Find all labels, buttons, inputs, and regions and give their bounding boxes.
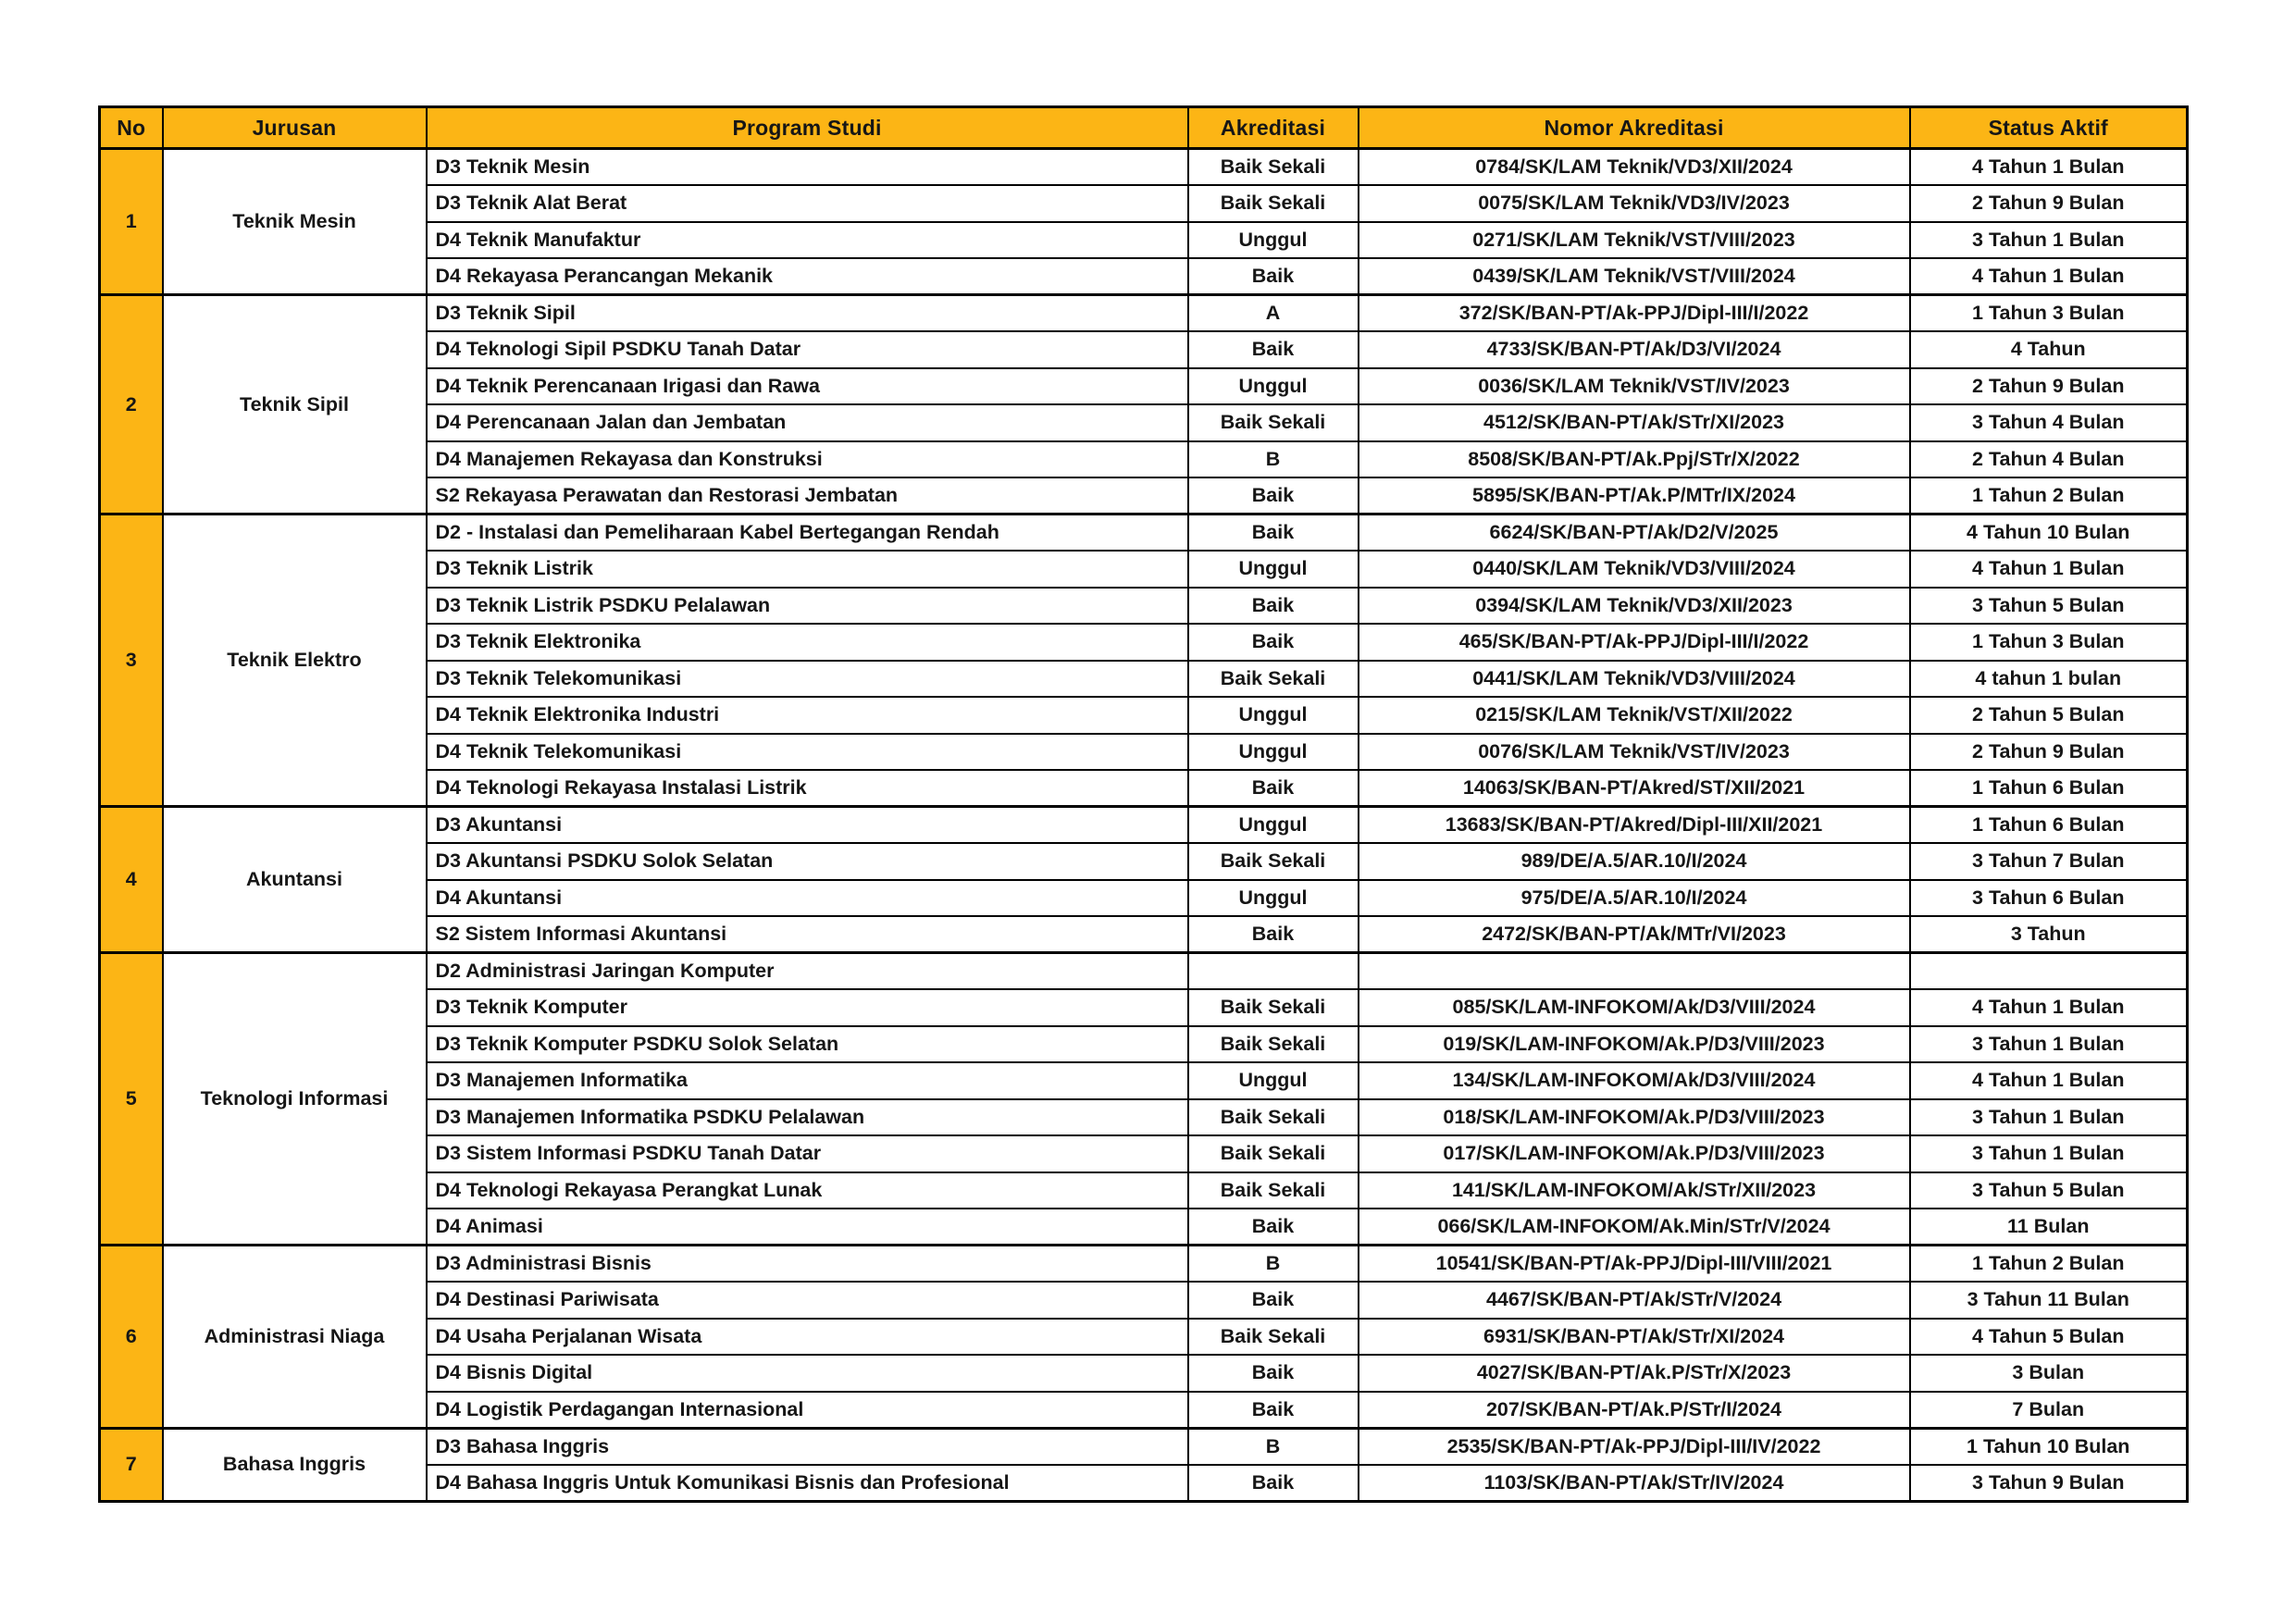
cell-group-number: 2 xyxy=(100,295,163,514)
cell-nomor: 4467/SK/BAN-PT/Ak/STr/V/2024 xyxy=(1359,1282,1910,1319)
cell-prodi: D4 Teknik Elektronika Industri xyxy=(427,697,1188,734)
cell-nomor: 141/SK/LAM-INFOKOM/Ak/STr/XII/2023 xyxy=(1359,1172,1910,1209)
accreditation-table xyxy=(98,105,2189,1503)
table-row xyxy=(100,295,2188,332)
col-header-jurusan: Jurusan xyxy=(163,107,427,149)
cell-nomor: 019/SK/LAM-INFOKOM/Ak.P/D3/VIII/2023 xyxy=(1359,1026,1910,1063)
cell-nomor: 0076/SK/LAM Teknik/VST/IV/2023 xyxy=(1359,734,1910,771)
cell-prodi: S2 Sistem Informasi Akuntansi xyxy=(427,916,1188,953)
cell-nomor: 017/SK/LAM-INFOKOM/Ak.P/D3/VIII/2023 xyxy=(1359,1135,1910,1172)
cell-status: 1 Tahun 10 Bulan xyxy=(1910,1428,2188,1465)
cell-prodi: D4 Akuntansi xyxy=(427,880,1188,917)
table-row xyxy=(100,1428,2188,1465)
cell-group-number: 1 xyxy=(100,149,163,295)
cell-nomor: 018/SK/LAM-INFOKOM/Ak.P/D3/VIII/2023 xyxy=(1359,1099,1910,1136)
cell-akreditasi: Unggul xyxy=(1188,1062,1359,1099)
cell-prodi: D3 Manajemen Informatika xyxy=(427,1062,1188,1099)
cell-nomor: 4733/SK/BAN-PT/Ak/D3/VI/2024 xyxy=(1359,331,1910,368)
cell-status: 4 Tahun 10 Bulan xyxy=(1910,514,2188,552)
cell-akreditasi: Unggul xyxy=(1188,368,1359,405)
cell-nomor: 134/SK/LAM-INFOKOM/Ak/D3/VIII/2024 xyxy=(1359,1062,1910,1099)
cell-jurusan: Teknik Elektro xyxy=(163,514,427,807)
cell-nomor: 207/SK/BAN-PT/Ak.P/STr/I/2024 xyxy=(1359,1392,1910,1429)
cell-akreditasi: Baik Sekali xyxy=(1188,1135,1359,1172)
cell-akreditasi: Baik xyxy=(1188,1282,1359,1319)
cell-akreditasi: Baik xyxy=(1188,1355,1359,1392)
cell-nomor: 14063/SK/BAN-PT/Akred/ST/XII/2021 xyxy=(1359,770,1910,807)
col-header-nomor: Nomor Akreditasi xyxy=(1359,107,1910,149)
cell-nomor: 0440/SK/LAM Teknik/VD3/VIII/2024 xyxy=(1359,551,1910,588)
cell-status: 3 Tahun 1 Bulan xyxy=(1910,1135,2188,1172)
cell-akreditasi: Baik xyxy=(1188,258,1359,295)
cell-akreditasi: B xyxy=(1188,441,1359,478)
cell-nomor: 4512/SK/BAN-PT/Ak/STr/XI/2023 xyxy=(1359,404,1910,441)
cell-akreditasi: Baik xyxy=(1188,770,1359,807)
cell-status: 4 Tahun 1 Bulan xyxy=(1910,1062,2188,1099)
cell-status: 3 Tahun 5 Bulan xyxy=(1910,588,2188,625)
cell-prodi: D3 Teknik Komputer PSDKU Solok Selatan xyxy=(427,1026,1188,1063)
cell-akreditasi: Baik xyxy=(1188,1465,1359,1502)
cell-nomor: 085/SK/LAM-INFOKOM/Ak/D3/VIII/2024 xyxy=(1359,989,1910,1026)
cell-status: 3 Tahun xyxy=(1910,916,2188,953)
cell-prodi: D4 Teknologi Sipil PSDKU Tanah Datar xyxy=(427,331,1188,368)
table-row xyxy=(100,149,2188,186)
cell-prodi: S2 Rekayasa Perawatan dan Restorasi Jembatan xyxy=(427,477,1188,514)
cell-nomor: 1103/SK/BAN-PT/Ak/STr/IV/2024 xyxy=(1359,1465,1910,1502)
cell-nomor: 975/DE/A.5/AR.10/I/2024 xyxy=(1359,880,1910,917)
cell-prodi: D3 Manajemen Informatika PSDKU Pelalawan xyxy=(427,1099,1188,1136)
cell-nomor: 6931/SK/BAN-PT/Ak/STr/XI/2024 xyxy=(1359,1319,1910,1356)
cell-prodi: D4 Rekayasa Perancangan Mekanik xyxy=(427,258,1188,295)
cell-status: 3 Tahun 4 Bulan xyxy=(1910,404,2188,441)
table-body xyxy=(100,149,2188,1502)
cell-status: 3 Tahun 1 Bulan xyxy=(1910,222,2188,259)
cell-status: 2 Tahun 5 Bulan xyxy=(1910,697,2188,734)
cell-status: 3 Tahun 5 Bulan xyxy=(1910,1172,2188,1209)
cell-prodi: D4 Teknik Manufaktur xyxy=(427,222,1188,259)
cell-prodi: D2 - Instalasi dan Pemeliharaan Kabel Bertegangan Rendah xyxy=(427,514,1188,552)
cell-prodi: D4 Usaha Perjalanan Wisata xyxy=(427,1319,1188,1356)
cell-prodi: D4 Bahasa Inggris Untuk Komunikasi Bisnis dan Profesional xyxy=(427,1465,1188,1502)
cell-status: 4 Tahun 1 Bulan xyxy=(1910,258,2188,295)
cell-akreditasi: Unggul xyxy=(1188,551,1359,588)
cell-prodi: D3 Teknik Telekomunikasi xyxy=(427,661,1188,698)
table-header xyxy=(100,107,2188,149)
cell-jurusan: Teknologi Informasi xyxy=(163,953,427,1246)
cell-status: 1 Tahun 3 Bulan xyxy=(1910,295,2188,332)
cell-prodi: D3 Teknik Komputer xyxy=(427,989,1188,1026)
cell-prodi: D3 Teknik Elektronika xyxy=(427,624,1188,661)
cell-prodi: D3 Teknik Listrik PSDKU Pelalawan xyxy=(427,588,1188,625)
cell-prodi: D2 Administrasi Jaringan Komputer xyxy=(427,953,1188,990)
cell-jurusan: Akuntansi xyxy=(163,807,427,953)
cell-prodi: D3 Teknik Listrik xyxy=(427,551,1188,588)
cell-nomor: 10541/SK/BAN-PT/Ak-PPJ/Dipl-III/VIII/2021 xyxy=(1359,1246,1910,1283)
cell-akreditasi: Baik xyxy=(1188,1392,1359,1429)
cell-group-number: 4 xyxy=(100,807,163,953)
cell-status: 3 Tahun 1 Bulan xyxy=(1910,1099,2188,1136)
cell-akreditasi: Unggul xyxy=(1188,222,1359,259)
cell-akreditasi: Baik xyxy=(1188,624,1359,661)
col-header-akreditasi: Akreditasi xyxy=(1188,107,1359,149)
cell-akreditasi: Baik xyxy=(1188,331,1359,368)
cell-nomor: 0784/SK/LAM Teknik/VD3/XII/2024 xyxy=(1359,149,1910,186)
cell-status: 3 Tahun 7 Bulan xyxy=(1910,843,2188,880)
table-row xyxy=(100,953,2188,990)
cell-status: 4 Tahun 1 Bulan xyxy=(1910,989,2188,1026)
cell-status: 2 Tahun 9 Bulan xyxy=(1910,734,2188,771)
cell-status: 3 Tahun 1 Bulan xyxy=(1910,1026,2188,1063)
cell-akreditasi: Baik xyxy=(1188,477,1359,514)
cell-akreditasi: Baik Sekali xyxy=(1188,404,1359,441)
cell-prodi: D3 Teknik Mesin xyxy=(427,149,1188,186)
cell-jurusan: Administrasi Niaga xyxy=(163,1246,427,1429)
cell-akreditasi: Unggul xyxy=(1188,807,1359,844)
cell-status: 7 Bulan xyxy=(1910,1392,2188,1429)
cell-akreditasi: Baik Sekali xyxy=(1188,1099,1359,1136)
cell-nomor: 0215/SK/LAM Teknik/VST/XII/2022 xyxy=(1359,697,1910,734)
cell-status: 4 Tahun 1 Bulan xyxy=(1910,551,2188,588)
cell-nomor: 066/SK/LAM-INFOKOM/Ak.Min/STr/V/2024 xyxy=(1359,1209,1910,1246)
cell-prodi: D4 Perencanaan Jalan dan Jembatan xyxy=(427,404,1188,441)
cell-status: 1 Tahun 6 Bulan xyxy=(1910,770,2188,807)
cell-nomor xyxy=(1359,953,1910,990)
cell-akreditasi: Unggul xyxy=(1188,697,1359,734)
cell-nomor: 2472/SK/BAN-PT/Ak/MTr/VI/2023 xyxy=(1359,916,1910,953)
cell-akreditasi: B xyxy=(1188,1246,1359,1283)
cell-prodi: D4 Teknik Perencanaan Irigasi dan Rawa xyxy=(427,368,1188,405)
cell-status: 2 Tahun 4 Bulan xyxy=(1910,441,2188,478)
cell-status: 1 Tahun 2 Bulan xyxy=(1910,477,2188,514)
cell-status: 3 Tahun 11 Bulan xyxy=(1910,1282,2188,1319)
cell-akreditasi: Baik xyxy=(1188,916,1359,953)
table-row xyxy=(100,1246,2188,1283)
cell-prodi: D3 Teknik Sipil xyxy=(427,295,1188,332)
cell-group-number: 7 xyxy=(100,1428,163,1501)
cell-nomor: 465/SK/BAN-PT/Ak-PPJ/Dipl-III/I/2022 xyxy=(1359,624,1910,661)
cell-akreditasi: Baik Sekali xyxy=(1188,149,1359,186)
cell-nomor: 13683/SK/BAN-PT/Akred/Dipl-III/XII/2021 xyxy=(1359,807,1910,844)
cell-akreditasi: Baik xyxy=(1188,1209,1359,1246)
col-header-prodi: Program Studi xyxy=(427,107,1188,149)
cell-status: 3 Bulan xyxy=(1910,1355,2188,1392)
cell-status: 1 Tahun 6 Bulan xyxy=(1910,807,2188,844)
cell-nomor: 2535/SK/BAN-PT/Ak-PPJ/Dipl-III/IV/2022 xyxy=(1359,1428,1910,1465)
col-header-no: No xyxy=(100,107,163,149)
cell-prodi: D3 Teknik Alat Berat xyxy=(427,185,1188,222)
header-row xyxy=(100,107,2188,149)
cell-prodi: D3 Akuntansi PSDKU Solok Selatan xyxy=(427,843,1188,880)
cell-status xyxy=(1910,953,2188,990)
cell-group-number: 5 xyxy=(100,953,163,1246)
cell-akreditasi: Baik xyxy=(1188,514,1359,552)
cell-akreditasi: B xyxy=(1188,1428,1359,1465)
cell-jurusan: Teknik Sipil xyxy=(163,295,427,514)
cell-prodi: D4 Teknologi Rekayasa Perangkat Lunak xyxy=(427,1172,1188,1209)
cell-status: 1 Tahun 2 Bulan xyxy=(1910,1246,2188,1283)
cell-nomor: 0439/SK/LAM Teknik/VST/VIII/2024 xyxy=(1359,258,1910,295)
cell-status: 2 Tahun 9 Bulan xyxy=(1910,185,2188,222)
cell-akreditasi: Baik Sekali xyxy=(1188,1319,1359,1356)
cell-akreditasi: Baik xyxy=(1188,588,1359,625)
cell-akreditasi: Baik Sekali xyxy=(1188,989,1359,1026)
cell-nomor: 4027/SK/BAN-PT/Ak.P/STr/X/2023 xyxy=(1359,1355,1910,1392)
cell-nomor: 0036/SK/LAM Teknik/VST/IV/2023 xyxy=(1359,368,1910,405)
cell-nomor: 0075/SK/LAM Teknik/VD3/IV/2023 xyxy=(1359,185,1910,222)
cell-prodi: D4 Bisnis Digital xyxy=(427,1355,1188,1392)
cell-nomor: 0441/SK/LAM Teknik/VD3/VIII/2024 xyxy=(1359,661,1910,698)
cell-akreditasi: Baik Sekali xyxy=(1188,843,1359,880)
cell-akreditasi xyxy=(1188,953,1359,990)
cell-nomor: 8508/SK/BAN-PT/Ak.Ppj/STr/X/2022 xyxy=(1359,441,1910,478)
cell-prodi: D4 Manajemen Rekayasa dan Konstruksi xyxy=(427,441,1188,478)
cell-prodi: D3 Sistem Informasi PSDKU Tanah Datar xyxy=(427,1135,1188,1172)
cell-nomor: 372/SK/BAN-PT/Ak-PPJ/Dipl-III/I/2022 xyxy=(1359,295,1910,332)
cell-status: 1 Tahun 3 Bulan xyxy=(1910,624,2188,661)
cell-prodi: D4 Teknik Telekomunikasi xyxy=(427,734,1188,771)
cell-jurusan: Teknik Mesin xyxy=(163,149,427,295)
accreditation-table-container xyxy=(98,105,2189,1503)
cell-prodi: D4 Logistik Perdagangan Internasional xyxy=(427,1392,1188,1429)
cell-status: 3 Tahun 9 Bulan xyxy=(1910,1465,2188,1502)
cell-group-number: 3 xyxy=(100,514,163,807)
cell-akreditasi: Baik Sekali xyxy=(1188,661,1359,698)
cell-status: 3 Tahun 6 Bulan xyxy=(1910,880,2188,917)
cell-nomor: 0271/SK/LAM Teknik/VST/VIII/2023 xyxy=(1359,222,1910,259)
cell-status: 4 Tahun 1 Bulan xyxy=(1910,149,2188,186)
cell-status: 4 tahun 1 bulan xyxy=(1910,661,2188,698)
cell-prodi: D3 Akuntansi xyxy=(427,807,1188,844)
cell-nomor: 5895/SK/BAN-PT/Ak.P/MTr/IX/2024 xyxy=(1359,477,1910,514)
cell-nomor: 989/DE/A.5/AR.10/I/2024 xyxy=(1359,843,1910,880)
cell-status: 4 Tahun 5 Bulan xyxy=(1910,1319,2188,1356)
cell-prodi: D3 Administrasi Bisnis xyxy=(427,1246,1188,1283)
table-row xyxy=(100,514,2188,552)
cell-akreditasi: Baik Sekali xyxy=(1188,1026,1359,1063)
cell-prodi: D4 Teknologi Rekayasa Instalasi Listrik xyxy=(427,770,1188,807)
cell-prodi: D3 Bahasa Inggris xyxy=(427,1428,1188,1465)
cell-akreditasi: Baik Sekali xyxy=(1188,1172,1359,1209)
cell-status: 2 Tahun 9 Bulan xyxy=(1910,368,2188,405)
cell-group-number: 6 xyxy=(100,1246,163,1429)
cell-nomor: 6624/SK/BAN-PT/Ak/D2/V/2025 xyxy=(1359,514,1910,552)
cell-prodi: D4 Destinasi Pariwisata xyxy=(427,1282,1188,1319)
cell-akreditasi: A xyxy=(1188,295,1359,332)
cell-nomor: 0394/SK/LAM Teknik/VD3/XII/2023 xyxy=(1359,588,1910,625)
cell-jurusan: Bahasa Inggris xyxy=(163,1428,427,1501)
cell-status: 11 Bulan xyxy=(1910,1209,2188,1246)
col-header-status: Status Aktif xyxy=(1910,107,2188,149)
cell-prodi: D4 Animasi xyxy=(427,1209,1188,1246)
cell-akreditasi: Unggul xyxy=(1188,880,1359,917)
cell-akreditasi: Baik Sekali xyxy=(1188,185,1359,222)
cell-status: 4 Tahun xyxy=(1910,331,2188,368)
table-row xyxy=(100,807,2188,844)
cell-akreditasi: Unggul xyxy=(1188,734,1359,771)
